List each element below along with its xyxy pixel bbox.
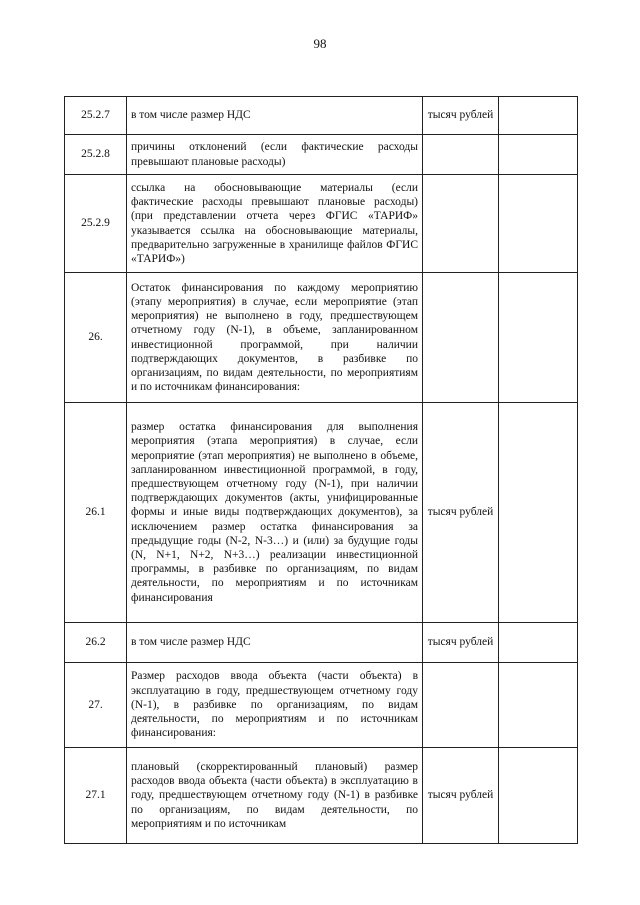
row-value-cell — [499, 663, 578, 748]
row-description: ссылка на обосновывающие материалы (если фактические расходы превышают плановые расходы) (при представлении отчета через ФГИС «ТАРИФ» указывается ссылка на обосновывающие материалы, предварительно загруженные в хранилище файлов ФГИС «ТАРИФ») — [127, 175, 423, 273]
row-unit: тысяч рублей — [423, 623, 499, 663]
table-row — [65, 748, 578, 844]
page-number: 98 — [313, 36, 327, 51]
row-value-cell — [499, 135, 578, 175]
table-row — [65, 273, 578, 403]
report-table — [64, 96, 578, 844]
row-description: плановый (скорректированный плановый) размер расходов ввода объекта (части объекта) в эксплуатацию в году, предшествующем отчетному году (N-1) в разбивке по организациям, по видам деятельности, по мероприятиям и по источникам — [127, 748, 423, 844]
row-value-cell — [499, 748, 578, 844]
row-number: 27. — [65, 663, 127, 748]
row-unit: тысяч рублей — [423, 97, 499, 135]
row-description: Размер расходов ввода объекта (части объекта) в эксплуатацию в году, предшествующем отчетному году (N-1), в разбивке по организациям, по видам деятельности, по мероприятиям и по источникам финансирования: — [127, 663, 423, 748]
row-description: Остаток финансирования по каждому мероприятию (этапу мероприятия) в случае, если мероприятие (этап мероприятия) не выполнено в году, предшествующем отчетному году (N-1), в объеме, запланированном инвестиционной программой, при наличии подтверждающих документов, в разбивке по организациям, по видам деятельности, по мероприятиям и по источникам финансирования: — [127, 273, 423, 403]
row-value-cell — [499, 97, 578, 135]
row-unit: тысяч рублей — [423, 403, 499, 623]
table-row — [65, 663, 578, 748]
row-unit — [423, 175, 499, 273]
row-number: 25.2.8 — [65, 135, 127, 175]
row-number: 26. — [65, 273, 127, 403]
row-description: в том числе размер НДС — [127, 97, 423, 135]
table-row — [65, 623, 578, 663]
row-unit — [423, 663, 499, 748]
table-row — [65, 403, 578, 623]
row-description: в том числе размер НДС — [127, 623, 423, 663]
row-unit: тысяч рублей — [423, 748, 499, 844]
row-value-cell — [499, 175, 578, 273]
row-unit — [423, 273, 499, 403]
row-description: причины отклонений (если фактические расходы превышают плановые расходы) — [127, 135, 423, 175]
row-value-cell — [499, 273, 578, 403]
table-row — [65, 97, 578, 135]
row-unit — [423, 135, 499, 175]
row-number: 27.1 — [65, 748, 127, 844]
row-number: 26.2 — [65, 623, 127, 663]
row-number: 25.2.7 — [65, 97, 127, 135]
row-value-cell — [499, 623, 578, 663]
row-value-cell — [499, 403, 578, 623]
table-row — [65, 135, 578, 175]
table-row — [65, 175, 578, 273]
row-number: 25.2.9 — [65, 175, 127, 273]
row-description: размер остатка финансирования для выполнения мероприятия (этапа мероприятия) в случае, если мероприятие (этап мероприятия) не выполнено в объеме, запланированном инвестиционной программой, в году, предшествующем отчетному году (N-1), при наличии подтверждающих документов (акты, унифицированные формы и иные виды подтверждающих документов), за исключением размер остатка финансирования за предыдущие годы (N-2, N-3…) и (или) за будущие годы (N, N+1, N+2, N+3…) реализации инвестиционной программы, в разбивке по организациям, по видам деятельности, по мероприятиям и по источникам финансирования — [127, 403, 423, 623]
row-number: 26.1 — [65, 403, 127, 623]
